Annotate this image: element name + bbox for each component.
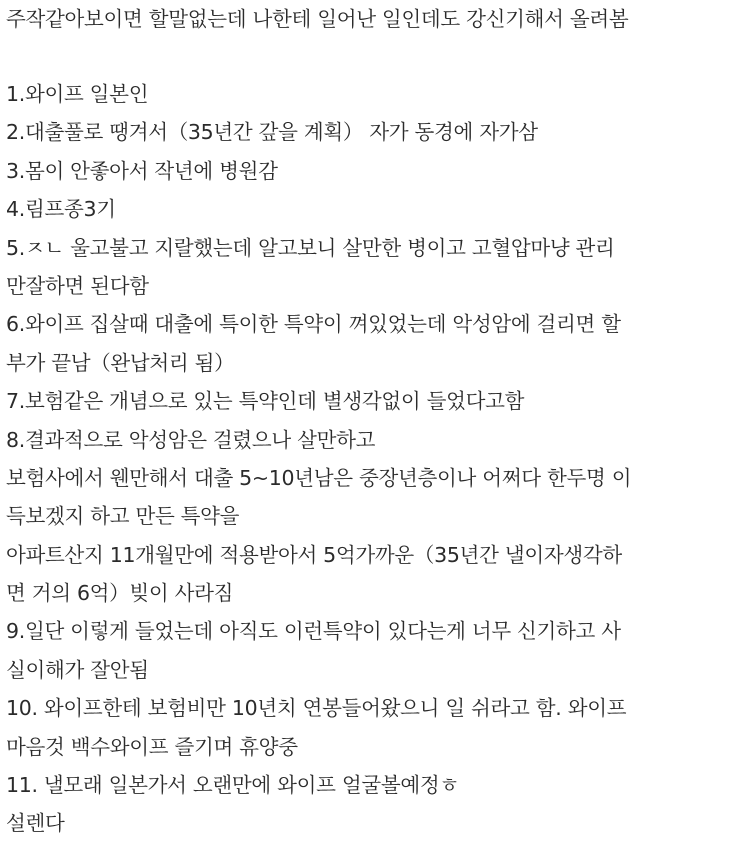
post-line: 마음것 백수와이프 즐기며 휴양중: [6, 734, 298, 759]
post-body: [6, 0, 738, 843]
post-line: 만잘하면 된다함: [6, 273, 149, 298]
post-line: 아파트산지 11개월만에 적용받아서 5억가까운（35년간 낼이자생각하: [6, 542, 622, 567]
post-line: 9.일단 이렇게 들었는데 아직도 이런특약이 있다는게 너무 신기하고 사: [6, 619, 621, 644]
post-line: 6.와이프 집살때 대출에 특이한 특약이 껴있었는데 악성암에 걸리면 할: [6, 312, 621, 337]
post-line: 보험사에서 웬만해서 대출 5~10년남은 중장년층이나 어쩌다 한두명 이: [6, 465, 632, 490]
post-line: 5.ㅈㄴ 울고불고 지랄했는데 알고보니 살만한 병이고 고혈압마냥 관리: [6, 235, 615, 260]
post-line: 3.몸이 안좋아서 작년에 병원감: [6, 158, 278, 183]
post-intro: 주작같아보이면 할말없는데 나한테 일어난 일인데도 강신기해서 올려봄: [6, 7, 629, 31]
post-line: 득보겠지 하고 만든 특약을: [6, 504, 240, 529]
post-line: 8.결과적으로 악성암은 걸렸으나 살만하고: [6, 427, 376, 452]
post-line: 11. 낼모래 일본가서 오랜만에 와이프 얼굴볼예정ㅎ: [6, 773, 459, 798]
post-line: 4.림프종3기: [6, 197, 116, 222]
post-line: 면 거의 6억）빚이 사라짐: [6, 581, 234, 606]
post-line: 7.보험같은 개념으로 있는 특약인데 별생각없이 들었다고함: [6, 389, 525, 414]
post-line: 실이해가 잘안됨: [6, 657, 149, 682]
post-line: 2.대출풀로 땡겨서（35년간 갚을 계획） 자가 동경에 자가삼: [6, 120, 538, 145]
post-line: 1.와이프 일본인: [6, 82, 149, 106]
post-line: 설렌다: [6, 811, 65, 836]
post-line: 부가 끝남（완납처리 됨）: [6, 350, 235, 375]
blank-line: [6, 38, 738, 75]
post-line: 10. 와이프한테 보험비만 10년치 연봉들어왔으니 일 쉬라고 함. 와이프: [6, 696, 627, 721]
